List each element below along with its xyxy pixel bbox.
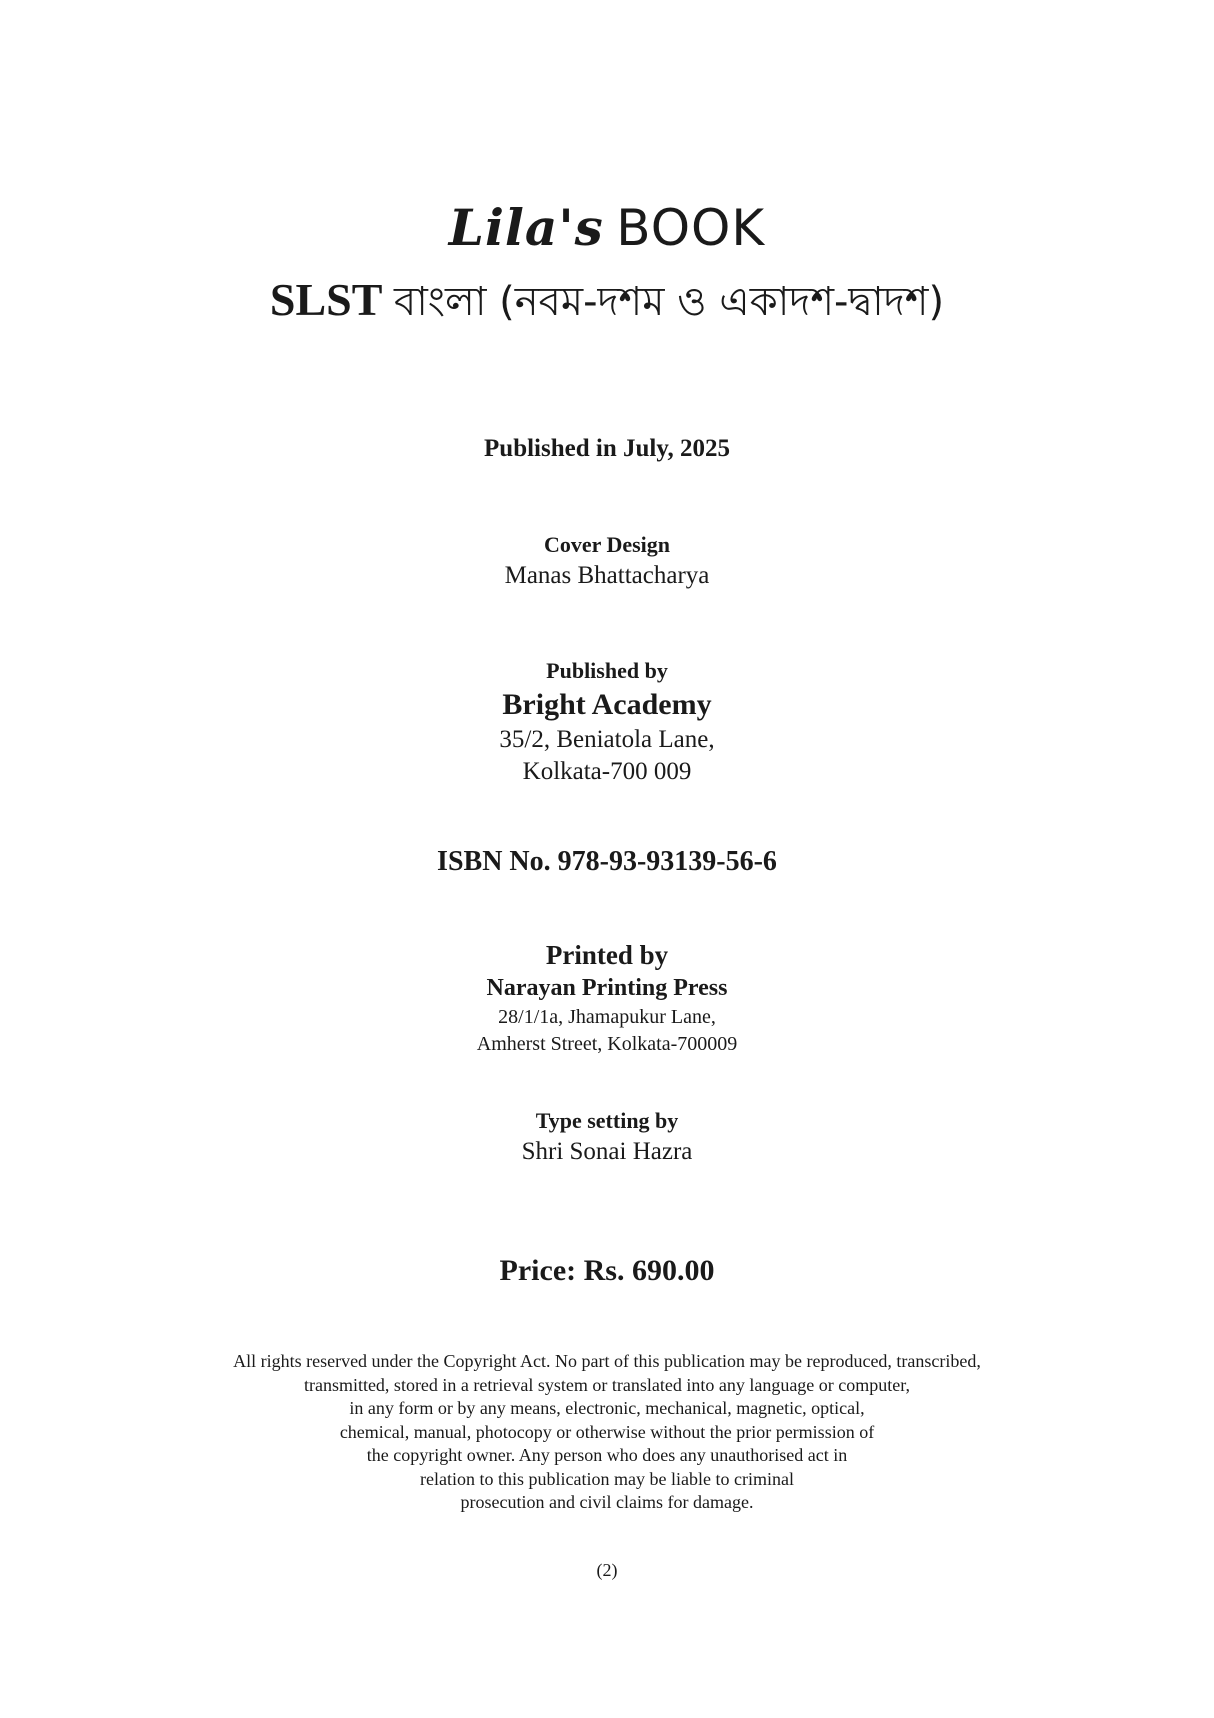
book-price: Price: Rs. 690.00 [499,1254,715,1287]
copyright-line: relation to this publication may be liable to criminal [420,1468,794,1489]
copyright-line: transmitted, stored in a retrieval system or translated into any language or computer, [303,1374,911,1395]
typesetting-label: Type setting by [535,1108,679,1133]
publication-date: Published in July, 2025 [484,435,730,462]
printer-address-line2: Amherst Street, Kolkata-700009 [476,1033,738,1055]
printer-name: Narayan Printing Press [486,975,728,1001]
typesetter-name: Shri Sonai Hazra [521,1138,693,1165]
copyright-line: prosecution and civil claims for damage. [460,1492,754,1512]
subtitle-latin: SLST [269,274,383,325]
copyright-line: All rights reserved under the Copyright Act. No part of this publication may be reproduced, transcribed, [233,1351,981,1371]
publisher-label: Published by [546,658,668,683]
publisher-name: Bright Academy [502,688,712,721]
copyright-line: chemical, manual, photocopy or otherwise without the prior permission of [339,1421,875,1442]
page-number: (2) [596,1560,618,1580]
cover-design-label: Cover Design [543,532,671,557]
cover-designer-name: Manas Bhattacharya [504,562,710,589]
copyright-line: in any form or by any means, electronic, mechanical, magnetic, optical, [349,1398,865,1418]
cover-design-section [0,530,1214,592]
book-brand-title [0,198,1214,258]
brand-script-name: Lila's [448,198,604,257]
printer-address-line1: 28/1/1a, Jhamapukur Lane, [498,1006,716,1028]
publisher-address-line2: Kolkata-700 009 [522,758,692,785]
copyright-line: the copyright owner. Any person who does any unauthorised act in [366,1445,848,1465]
printer-section [0,938,1214,1058]
printer-label: Printed by [545,940,669,970]
typesetting-section [0,1106,1214,1168]
isbn-number: ISBN No. 978-93-93139-56-6 [437,846,777,877]
brand-word: BOOK [616,199,766,257]
copyright-notice [0,1350,1214,1515]
publisher-section [0,656,1214,788]
subtitle-bengali: বাংলা (নবম-দশম ও একাদশ-দ্বাদশ) [393,279,945,325]
publisher-address-line1: 35/2, Beniatola Lane, [499,726,715,753]
book-subtitle [0,270,1214,332]
